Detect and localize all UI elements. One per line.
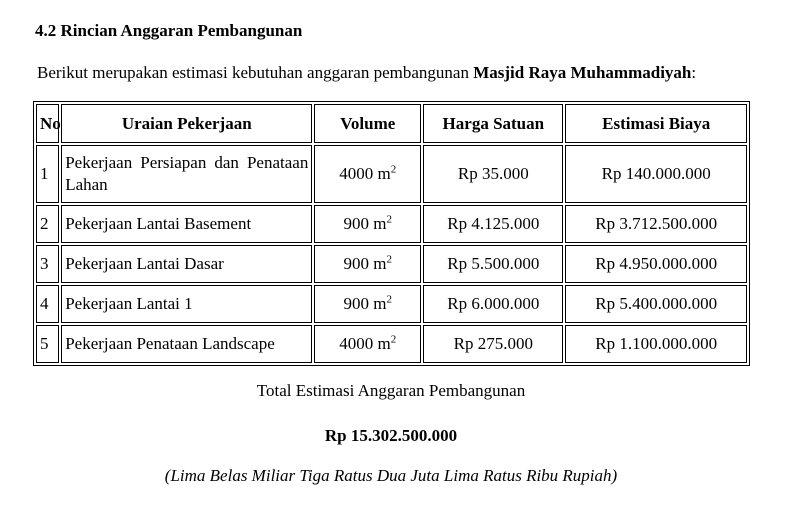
row-volume: 900 $m^2$	[314, 205, 421, 243]
row-item: Pekerjaan Persiapan dan Penataan Lahan	[61, 145, 312, 203]
table-row	[36, 325, 747, 363]
table-row	[36, 285, 747, 323]
row-unit-price: Rp 5.500.000	[423, 245, 563, 283]
row-volume: 4000 $m^2$	[314, 325, 421, 363]
row-volume: 900 $m^2$	[314, 245, 421, 283]
total-in-words: (Lima Belas Miliar Tiga Ratus Dua Juta Lima Ratus Ribu Rupiah)	[164, 466, 618, 485]
header-estimated-cost: Estimasi Biaya	[565, 104, 747, 143]
header-no: No	[36, 104, 59, 143]
row-number: 2	[36, 205, 59, 243]
row-estimated-cost: Rp 5.400.000.000	[565, 285, 747, 323]
row-unit-price: Rp 4.125.000	[423, 205, 563, 243]
row-item: Pekerjaan Lantai Dasar	[61, 245, 312, 283]
total-value: Rp 15.302.500.000	[324, 426, 458, 445]
intro-text: Berikut merupakan estimasi kebutuhan anggaran pembangunan	[37, 63, 474, 82]
row-estimated-cost: Rp 3.712.500.000	[565, 205, 747, 243]
unit-exponent: 2	[386, 213, 393, 226]
unit-exponent: 2	[386, 293, 393, 306]
project-name: Masjid Raya Muhammadiyah	[473, 63, 692, 82]
row-volume: 900 $m^2$	[314, 285, 421, 323]
row-number: 5	[36, 325, 59, 363]
intro-paragraph	[37, 63, 696, 83]
header-volume: Volume	[314, 104, 421, 143]
row-unit-price: Rp 6.000.000	[423, 285, 563, 323]
row-estimated-cost: Rp 1.100.000.000	[565, 325, 747, 363]
row-unit-price: Rp 275.000	[423, 325, 563, 363]
row-item: Pekerjaan Penataan Landscape	[61, 325, 312, 363]
unit-exponent: 2	[386, 253, 393, 266]
row-estimated-cost: Rp 4.950.000.000	[565, 245, 747, 283]
row-number: 3	[36, 245, 59, 283]
row-item: Pekerjaan Lantai Basement	[61, 205, 312, 243]
table-row	[36, 245, 747, 283]
header-item: Uraian Pekerjaan	[61, 104, 312, 143]
row-estimated-cost: Rp 140.000.000	[565, 145, 747, 203]
row-volume: 4000 $m^2$	[314, 145, 421, 203]
unit-exponent: 2	[390, 163, 397, 176]
header-unit-price: Harga Satuan	[423, 104, 563, 143]
table-header-row	[36, 104, 747, 143]
section-heading: 4.2 Rincian Anggaran Pembangunan	[35, 21, 303, 40]
row-item: Pekerjaan Lantai 1	[61, 285, 312, 323]
table-row	[36, 205, 747, 243]
unit-exponent: 2	[390, 333, 397, 346]
budget-table	[33, 101, 750, 366]
row-number: 4	[36, 285, 59, 323]
table-row	[36, 145, 747, 203]
row-unit-price: Rp 35.000	[423, 145, 563, 203]
row-number: 1	[36, 145, 59, 203]
total-label: Total Estimasi Anggaran Pembangunan	[256, 381, 526, 400]
intro-suffix: :	[691, 63, 697, 82]
